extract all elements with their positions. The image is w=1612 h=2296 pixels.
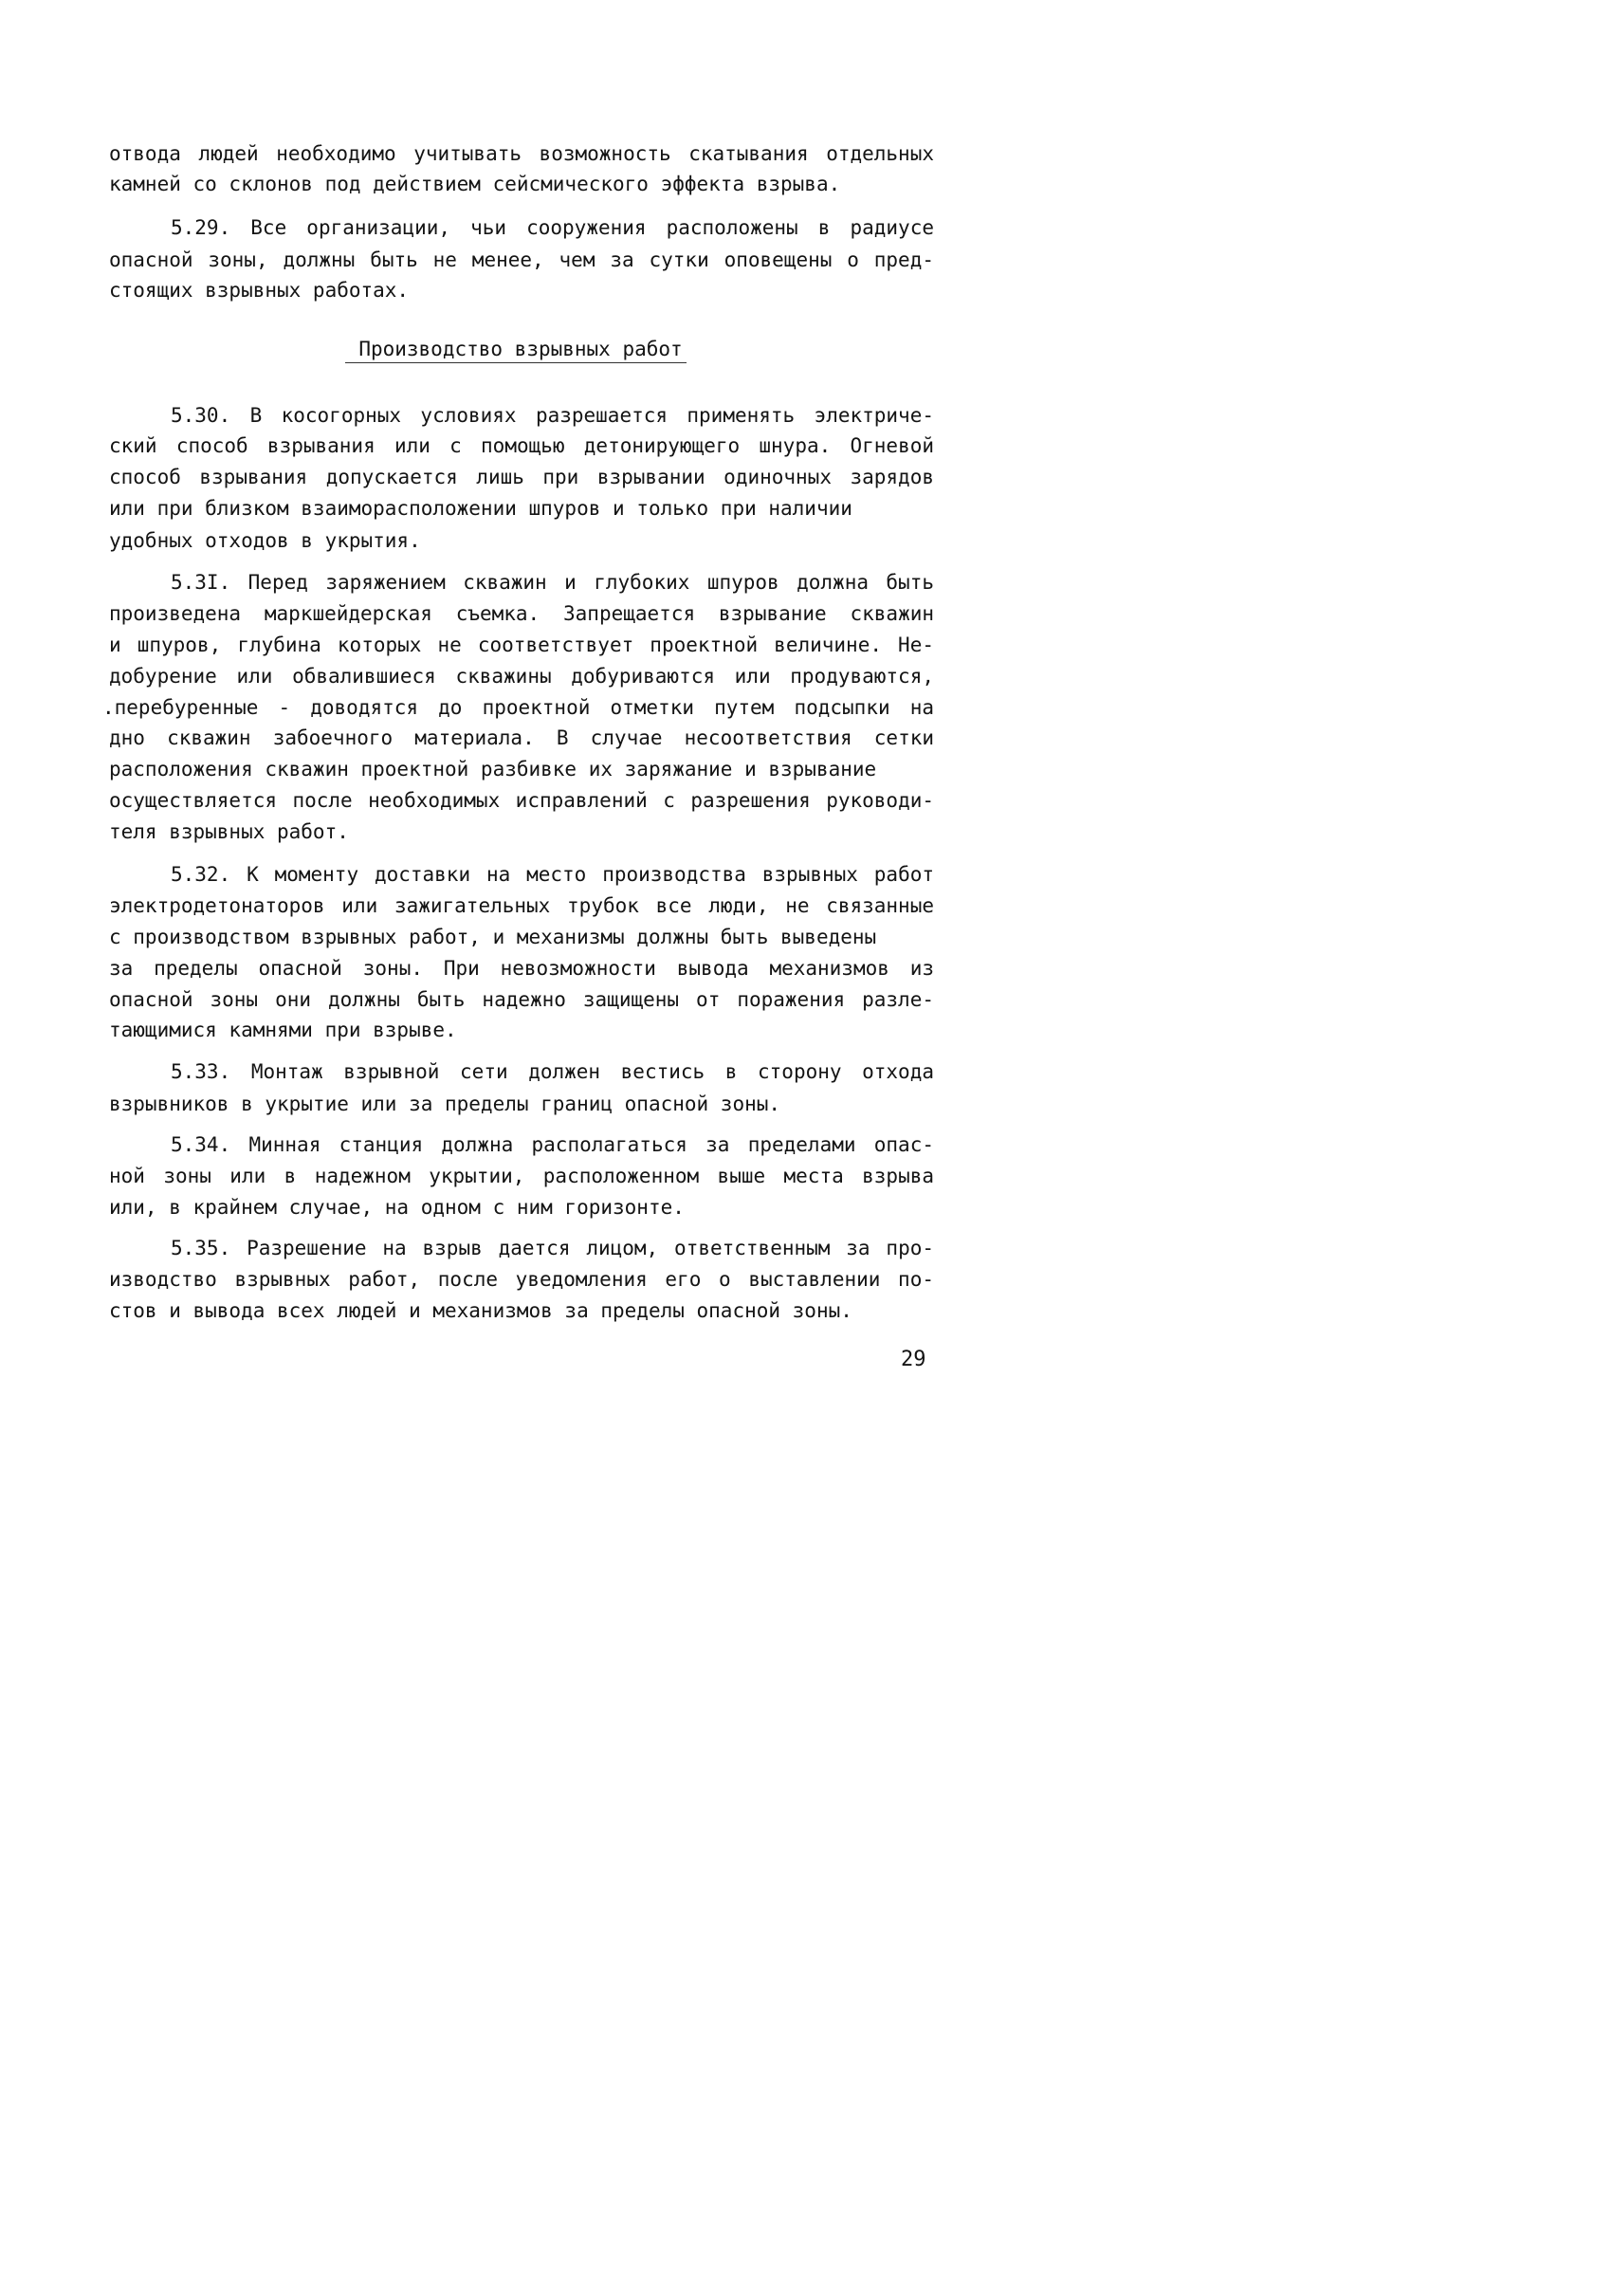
page-number: 29 xyxy=(901,1348,926,1371)
paragraph-line: отвода людей необходимо учитывать возможность скатывания отдельных xyxy=(109,142,934,165)
paragraph-line: взрывников в укрытие или за пределы границ опасной зоны. xyxy=(109,1093,781,1115)
paragraph-line: удобных отходов в укрытия. xyxy=(109,529,421,552)
paragraph-line: опасной зоны они должны быть надежно защищены от поражения разле- xyxy=(109,988,934,1011)
paragraph-line: 5.29. Все организации, чьи сооружения расположены в радиусе xyxy=(171,216,934,239)
paragraph-line: тающимися камнями при взрыве. xyxy=(109,1019,457,1041)
paragraph-line: или, в крайнем случае, на одном с ним горизонте. xyxy=(109,1196,685,1219)
paragraph-line: и шпуров, глубина которых не соответствует проектной величине. Не- xyxy=(109,634,934,656)
paragraph-line: 5.33. Монтаж взрывной сети должен вестись в сторону отхода xyxy=(171,1060,934,1083)
paragraph-line: теля взрывных работ. xyxy=(109,820,349,843)
section-heading xyxy=(328,334,704,364)
paragraph-line: опасной зоны, должны быть не менее, чем за сутки оповещены о пред- xyxy=(109,248,934,271)
paragraph-line: за пределы опасной зоны. При невозможности вывода механизмов из xyxy=(109,957,934,980)
paragraph-line: .перебуренные - доводятся до проектной отметки путем подсыпки на xyxy=(102,696,934,719)
paragraph-line: изводство взрывных работ, после уведомления его о выставлении по- xyxy=(109,1268,934,1291)
paragraph-line: дно скважин забоечного материала. В случае несоответствия сетки xyxy=(109,726,934,749)
paragraph-line: добурение или обвалившиеся скважины добуриваются или продуваются, xyxy=(109,665,934,688)
paragraph-line: 5.35. Разрешение на взрыв дается лицом, ответственным за про- xyxy=(171,1237,934,1259)
paragraph-line: ной зоны или в надежном укрытии, расположенном выше места взрыва xyxy=(109,1165,934,1187)
paragraph-line: ский способ взрывания или с помощью детонирующего шнура. Огневой xyxy=(109,434,934,457)
paragraph-line: или при близком взаиморасположении шпуров и только при наличии xyxy=(109,497,852,520)
paragraph-line: расположения скважин проектной разбивке их заряжание и взрывание xyxy=(109,758,877,781)
paragraph-line: стоящих взрывных работах. xyxy=(109,279,410,302)
paragraph-line: способ взрывания допускается лишь при взрывании одиночных зарядов xyxy=(109,466,934,488)
paragraph-line: осуществляется после необходимых исправлений с разрешения руководи- xyxy=(109,789,934,812)
document-page xyxy=(0,0,1043,1486)
paragraph-line: электродетонаторов или зажигательных трубок все люди, не связанные xyxy=(109,894,934,917)
paragraph-line: с производством взрывных работ, и механизмы должны быть выведены xyxy=(109,926,877,948)
paragraph-line: 5.32. К моменту доставки на место производства взрывных работ xyxy=(171,863,934,886)
paragraph-line: камней со склонов под действием сейсмического эффекта взрыва. xyxy=(109,173,841,195)
section-heading-text: Производство взрывных работ xyxy=(345,338,686,363)
paragraph-line: 5.34. Минная станция должна располагаться за пределами опас- xyxy=(171,1133,934,1156)
paragraph-line: произведена маркшейдерская съемка. Запрещается взрывание скважин xyxy=(109,602,934,625)
paragraph-line: 5.30. В косогорных условиях разрешается применять электриче- xyxy=(171,404,934,427)
paragraph-line: стов и вывода всех людей и механизмов за пределы опасной зоны. xyxy=(109,1299,852,1322)
paragraph-line: 5.3I. Перед заряжением скважин и глубоких шпуров должна быть xyxy=(171,571,934,594)
